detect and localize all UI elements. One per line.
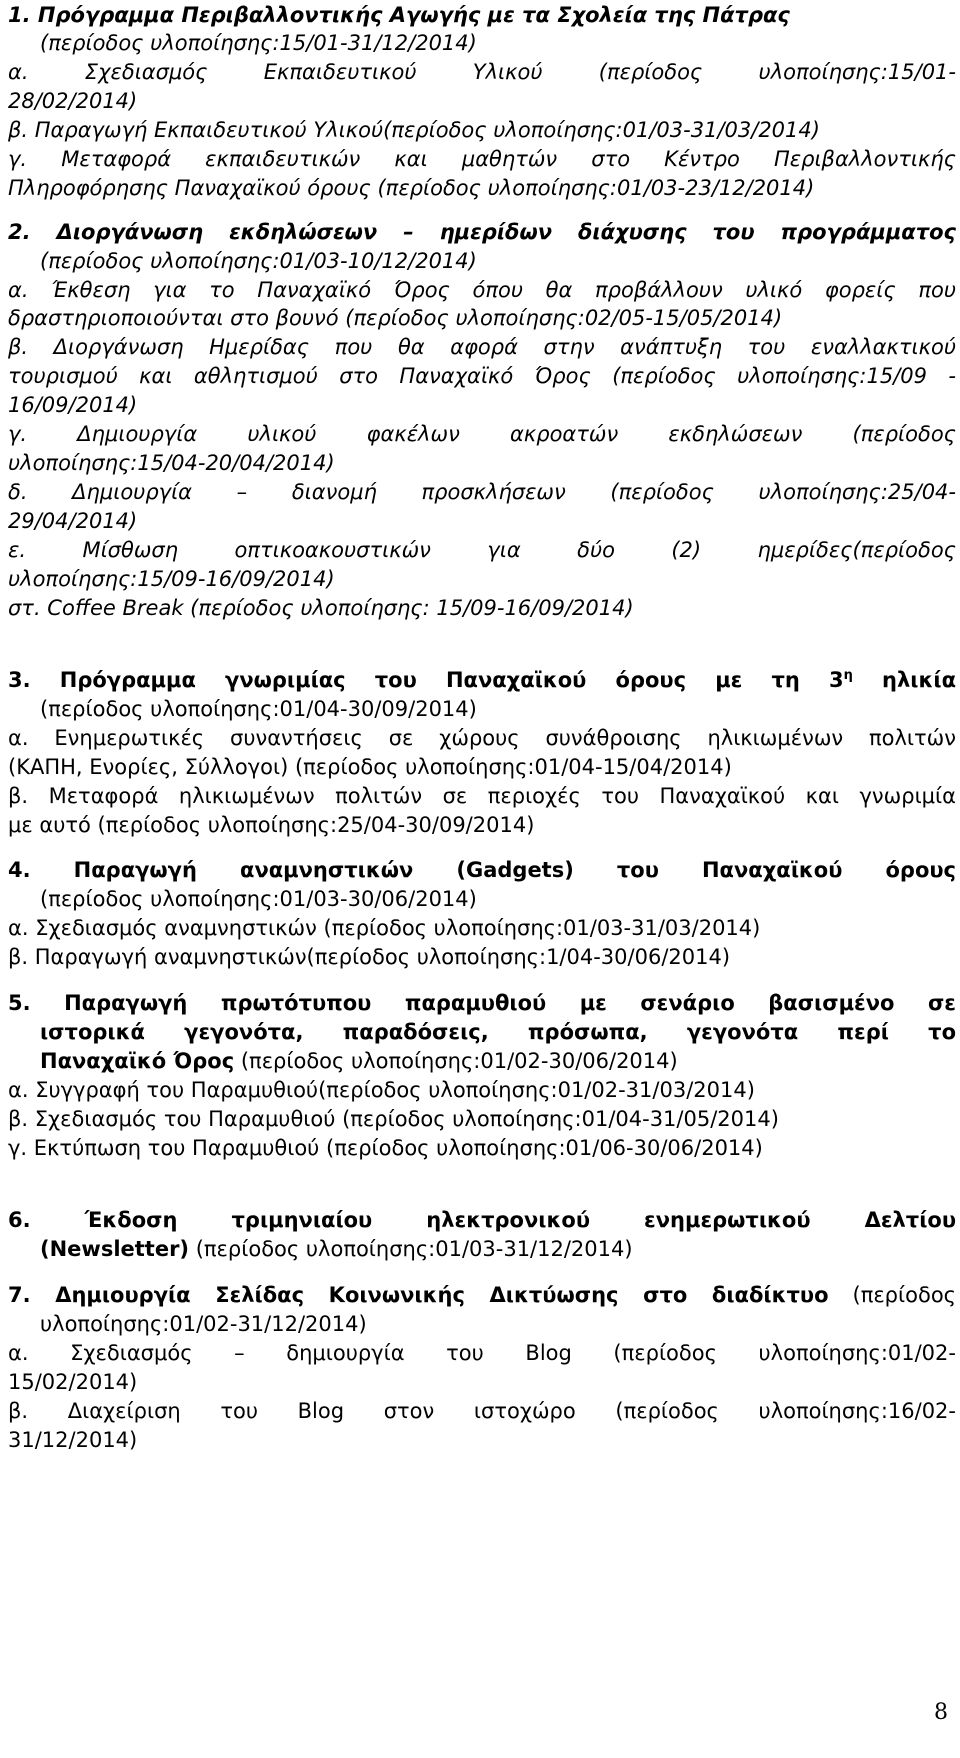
section-1-item-a-cont: 28/02/2014): [8, 89, 138, 113]
section-3-item-b: β. Μεταφορά ηλικιωμένων πολιτών σε περιοχές του Παναχαϊκού και γνωριμία: [8, 784, 956, 808]
section-5-title: 5. Παραγωγή πρωτότυπου παραμυθιού με σενάριο βασισμένο σε: [8, 991, 956, 1015]
section-2-item-c-cont: υλοποίησης:15/04-20/04/2014): [8, 451, 335, 475]
section-5-title-cont: ιστορικά γεγονότα, παραδόσεις, πρόσωπα, γεγονότα περί το: [40, 1020, 956, 1044]
section-2-item-b-cont: τουρισμού και αθλητισμού στο Παναχαϊκό Όρος (περίοδος υλοποίησης:15/09 -: [8, 364, 956, 388]
section-7-item-b: β. Διαχείριση του Blog στον ιστοχώρο (περίοδος υλοποίησης:16/02-: [8, 1399, 956, 1423]
section-2-item-e: ε. Μίσθωση οπτικοακουστικών για δύο (2) ημερίδες(περίοδος: [8, 538, 956, 562]
section-2-period: (περίοδος υλοποίησης:01/03-10/12/2014): [40, 249, 477, 273]
section-2-item-b: β. Διοργάνωση Ημερίδας που θα αφορά στην ανάπτυξη του εναλλακτικού: [8, 335, 956, 359]
section-1-item-b: β. Παραγωγή Εκπαιδευτικού Υλικού(περίοδος υλοποίησης:01/03-31/03/2014): [8, 118, 820, 142]
section-2-item-d: δ. Δημιουργία – διανομή προσκλήσεων (περίοδος υλοποίησης:25/04-: [8, 480, 956, 504]
section-1-period: (περίοδος υλοποίησης:15/01-31/12/2014): [40, 31, 477, 55]
section-2-item-c: γ. Δημιουργία υλικού φακέλων ακροατών εκδηλώσεων (περίοδος: [8, 422, 956, 446]
section-5-item-c: γ. Εκτύπωση του Παραμυθιού (περίοδος υλοποίησης:01/06-30/06/2014): [8, 1136, 763, 1160]
section-2-item-f: στ. Coffee Break (περίοδος υλοποίησης: 15/09-16/09/2014): [8, 596, 634, 620]
section-7-period: υλοποίησης:01/02-31/12/2014): [40, 1312, 367, 1336]
section-5-item-b: β. Σχεδιασμός του Παραμυθιού (περίοδος υλοποίησης:01/04-31/05/2014): [8, 1107, 779, 1131]
page-number: 8: [934, 1700, 948, 1725]
section-7-item-b-cont: 31/12/2014): [8, 1428, 138, 1452]
section-5-item-a: α. Συγγραφή του Παραμυθιού(περίοδος υλοποίησης:01/02-31/03/2014): [8, 1078, 755, 1102]
section-3-period: (περίοδος υλοποίησης:01/04-30/09/2014): [40, 697, 477, 721]
section-2-title: 2. Διοργάνωση εκδηλώσεων – ημερίδων διάχυσης του προγράμματος: [8, 220, 956, 244]
section-2-item-d-cont: 29/04/2014): [8, 509, 138, 533]
section-2-item-a: α. Έκθεση για το Παναχαϊκό Όρος όπου θα προβάλλουν υλικό φορείς που: [8, 278, 956, 302]
section-1-item-a: α. Σχεδιασμός Εκπαιδευτικού Υλικού (περίοδος υλοποίησης:15/01-: [8, 60, 956, 84]
section-3-item-a: α. Ενημερωτικές συναντήσεις σε χώρους συνάθροισης ηλικιωμένων πολιτών: [8, 726, 956, 750]
section-4-item-a: α. Σχεδιασμός αναμνηστικών (περίοδος υλοποίησης:01/03-31/03/2014): [8, 916, 761, 940]
section-1-title: 1. Πρόγραμμα Περιβαλλοντικής Αγωγής με τα Σχολεία της Πάτρας: [8, 3, 790, 27]
section-6-title-end: (Newsletter) (περίοδος υλοποίησης:01/03-31/12/2014): [40, 1237, 633, 1261]
section-7-item-a-cont: 15/02/2014): [8, 1370, 138, 1394]
section-2-item-e-cont: υλοποίησης:15/09-16/09/2014): [8, 567, 335, 591]
section-3-item-b-cont: με αυτό (περίοδος υλοποίησης:25/04-30/09/2014): [8, 813, 535, 837]
section-4-item-b: β. Παραγωγή αναμνηστικών(περίοδος υλοποίησης:1/04-30/06/2014): [8, 945, 731, 969]
section-3-item-a-cont: (ΚΑΠΗ, Ενορίες, Σύλλογοι) (περίοδος υλοποίησης:01/04-15/04/2014): [8, 755, 732, 779]
section-4-period: (περίοδος υλοποίησης:01/03-30/06/2014): [40, 887, 477, 911]
section-3-title-sup: η: [843, 668, 853, 683]
section-7-item-a: α. Σχεδιασμός – δημιουργία του Blog (περίοδος υλοποίησης:01/02-: [8, 1341, 956, 1365]
section-1-item-c-cont: Πληροφόρησης Παναχαϊκού όρους (περίοδος υλοποίησης:01/03-23/12/2014): [8, 176, 815, 200]
section-2-item-b-cont2: 16/09/2014): [8, 393, 138, 417]
section-4-title: 4. Παραγωγή αναμνηστικών (Gadgets) του Παναχαϊκού όρους: [8, 858, 956, 882]
section-2-item-a-cont: δραστηριοποιούνται στο βουνό (περίοδος υλοποίησης:02/05-15/05/2014): [8, 306, 783, 330]
section-1-item-c: γ. Μεταφορά εκπαιδευτικών και μαθητών στο Κέντρο Περιβαλλοντικής: [8, 147, 956, 171]
section-7-title: 7. Δημιουργία Σελίδας Κοινωνικής Δικτύωσης στο διαδίκτυο (περίοδος: [8, 1283, 956, 1307]
section-6-title: 6. Έκδοση τριμηνιαίου ηλεκτρονικού ενημερωτικού Δελτίου: [8, 1208, 956, 1232]
section-3-title: 3. Πρόγραμμα γνωριμίας του Παναχαϊκού όρους με τη $3^\eta$ ηλικία: [8, 668, 957, 692]
section-5-title-end: Παναχαϊκό Όρος (περίοδος υλοποίησης:01/02-30/06/2014): [40, 1049, 678, 1073]
